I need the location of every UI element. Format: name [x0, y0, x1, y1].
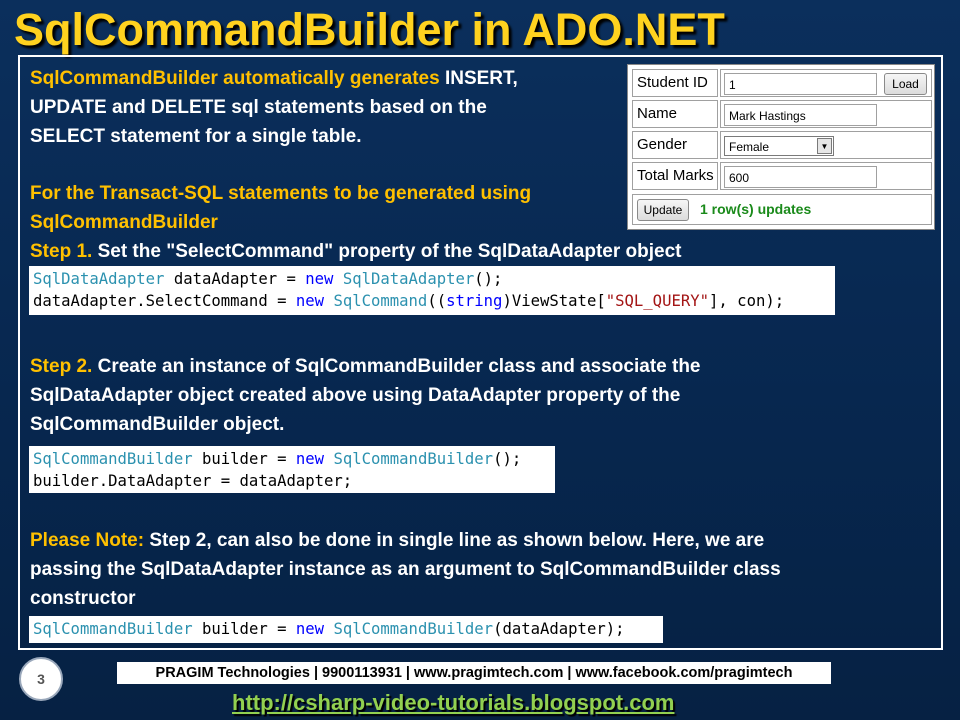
update-row [632, 194, 932, 225]
code-text: (dataAdapter); [493, 620, 625, 638]
blog-url-link[interactable]: http://csharp-video-tutorials.blogspot.com [232, 690, 675, 715]
code-text: dataAdapter.SelectCommand = [33, 292, 296, 310]
code1-line-1 [33, 268, 831, 290]
code-type: SqlCommand [333, 292, 428, 310]
code-type: SqlCommandBuilder [333, 620, 494, 638]
student-id-cell [720, 69, 932, 97]
code-keyword: new [295, 450, 325, 468]
code1-line-2 [33, 290, 831, 312]
code-keyword: new [295, 292, 325, 310]
note-line-1 [30, 526, 764, 555]
step2-line-3: SqlCommandBuilder object. [30, 414, 285, 435]
step1-label: Step 1. [30, 241, 93, 262]
code-text: builder = [192, 620, 296, 638]
load-button[interactable]: Load [884, 73, 927, 95]
code-type: SqlDataAdapter [342, 270, 475, 288]
step1-line [30, 237, 681, 266]
code-type: SqlCommandBuilder [33, 450, 193, 468]
code-keyword: new [295, 620, 325, 638]
code-text: (( [427, 292, 447, 310]
gender-cell [720, 131, 932, 159]
code2-line-1 [33, 448, 551, 470]
intro-line-1 [30, 64, 518, 93]
name-label: Name [632, 100, 718, 128]
gender-label: Gender [632, 131, 718, 159]
update-button[interactable]: Update [637, 199, 689, 221]
code-type: SqlCommandBuilder [333, 450, 494, 468]
step2-text-1: Create an instance of SqlCommandBuilder class and associate the [92, 356, 701, 377]
slide-title: SqlCommandBuilder in ADO.NET [14, 4, 725, 55]
gender-select[interactable] [724, 136, 834, 156]
code-keyword: new [305, 270, 334, 288]
total-marks-label: Total Marks [632, 162, 718, 190]
generated-heading-2: SqlCommandBuilder [30, 212, 218, 233]
code-string: "SQL_QUERY" [605, 292, 710, 310]
name-cell [720, 100, 932, 128]
gender-selected-value: Female [729, 140, 770, 154]
intro-line-2: UPDATE and DELETE sql statements based on the [30, 97, 487, 118]
code-text: (); [493, 450, 522, 468]
code-block-3 [29, 616, 663, 643]
code-text: builder = [192, 450, 296, 468]
intro-line-3: SELECT statement for a single table. [30, 126, 362, 147]
total-marks-cell [720, 162, 932, 190]
generated-heading-1: For the Transact-SQL statements to be generated using [30, 183, 532, 204]
note-text-1: Step 2, can also be done in single line as shown below. Here, we are [144, 530, 765, 551]
step2-line-1 [30, 352, 701, 381]
page-number: 3 [19, 657, 63, 701]
step2-line-2: SqlDataAdapter object created above using DataAdapter property of the [30, 385, 681, 406]
student-id-label: Student ID [632, 69, 718, 97]
step1-text: Set the "SelectCommand" property of the SqlDataAdapter object [92, 241, 682, 262]
code-text: (); [474, 270, 503, 288]
code3-line-1 [33, 618, 659, 640]
code-text: ], con); [709, 292, 785, 310]
code-text: builder.DataAdapter = dataAdapter; [33, 472, 353, 490]
note-line-2: passing the SqlDataAdapter instance as an argument to SqlCommandBuilder class [30, 559, 781, 580]
note-line-3: constructor [30, 588, 136, 609]
student-id-input[interactable]: 1 [724, 73, 877, 95]
status-message: 1 row(s) updates [700, 201, 812, 217]
intro-rest: INSERT, [439, 68, 518, 89]
chevron-down-icon[interactable]: ▼ [817, 138, 832, 154]
code-keyword: string [446, 292, 503, 310]
name-input[interactable]: Mark Hastings [724, 104, 877, 126]
total-marks-input[interactable]: 600 [724, 166, 877, 188]
code-block-1 [29, 266, 835, 315]
code-block-2 [29, 446, 555, 493]
code-text: dataAdapter = [164, 270, 306, 288]
footer-banner: PRAGIM Technologies | 9900113931 | www.pragimtech.com | www.facebook.com/pragimtech [117, 662, 831, 684]
code2-line-2 [33, 470, 551, 492]
code-text: )ViewState[ [502, 292, 606, 310]
step2-label: Step 2. [30, 356, 93, 377]
student-form-panel [627, 64, 935, 230]
note-label: Please Note: [30, 530, 145, 551]
code-type: SqlDataAdapter [33, 270, 165, 288]
code-type: SqlCommandBuilder [33, 620, 193, 638]
intro-highlight: SqlCommandBuilder automatically generates [30, 68, 440, 89]
code-text [333, 270, 342, 288]
